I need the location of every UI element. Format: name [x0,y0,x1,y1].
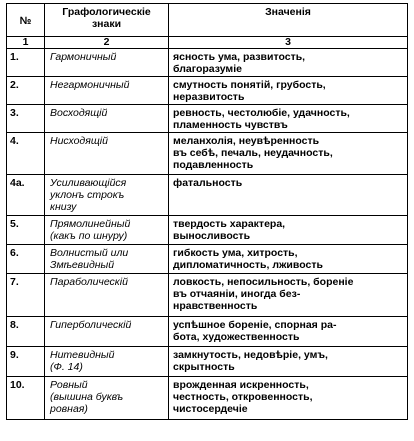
header-sign-line: Графологическіе [62,6,151,18]
row-number: 8. [7,317,45,347]
meaning-line: ясность ума, развитость, [173,51,306,63]
meaning-cell [169,347,408,377]
meaning-cell [169,77,408,105]
header-row [7,4,408,37]
sign-line: Ровный [50,379,88,391]
meaning-line: фатальность [173,177,243,189]
meaning-line: ревность, честолюбіе, удачность, [173,107,350,119]
table-row [7,317,408,347]
meaning-line: врожденная искренность, [173,379,309,391]
table-row [7,245,408,274]
row-number: 7. [7,274,45,317]
meaning-line: благоразуміе [173,63,242,75]
sign-cell [45,133,169,175]
index-cell: 3 [169,37,408,49]
sign-line: Восходящій [50,107,108,119]
row-number: 2. [7,77,45,105]
meaning-line: замкнутость, недовѣріе, умъ, [173,349,328,361]
meaning-line: смутность понятій, грубость, [173,79,326,91]
sign-line: Параболическій [50,276,128,288]
graphology-table [6,3,408,420]
table-row [7,175,408,216]
meaning-cell [169,245,408,274]
row-number: 6. [7,245,45,274]
meaning-cell [169,105,408,133]
meaning-cell [169,317,408,347]
row-number: 3. [7,105,45,133]
row-number: 4а. [7,175,45,216]
meaning-line: бота, художественность [173,331,300,343]
index-row [7,37,408,49]
sign-line: Усиливающійся [50,177,127,189]
sign-line: (Ф. 14) [50,361,83,373]
sign-cell [45,175,169,216]
table-body [7,49,408,420]
sign-cell [45,216,169,245]
sign-line: Нисходящій [50,135,108,147]
meaning-line: подавленность [173,159,254,171]
row-number: 4. [7,133,45,175]
meaning-line: пламенность чувствъ [173,119,288,131]
meaning-line: твердость характера, [173,218,286,230]
meaning-cell [169,274,408,317]
sign-line: Змѣевидный [50,259,115,271]
sign-line: Прямолинейный [50,218,131,230]
row-number: 1. [7,49,45,77]
meaning-cell [169,216,408,245]
meaning-line: скрытность [173,361,235,373]
table-row [7,49,408,77]
table-row [7,77,408,105]
sign-line: ровная) [50,403,88,415]
sign-line: (какъ по шнуру) [50,230,128,242]
sign-line: Негармоничный [50,79,130,91]
header-number: № [7,4,45,37]
meaning-line: выносливость [173,230,251,242]
meaning-cell [169,133,408,175]
sign-cell [45,245,169,274]
sign-cell [45,274,169,317]
meaning-line: успѣшное бореніе, спорная ра- [173,319,337,331]
sign-cell [45,377,169,420]
header-meaning: Значенія [169,4,408,37]
meaning-line: гибкость ума, хитрость, [173,247,298,259]
sign-cell [45,77,169,105]
row-number: 10. [7,377,45,420]
meaning-line: въ себѣ, печаль, неудачность, [173,147,333,159]
meaning-line: честность, откровенность, [173,391,313,403]
meaning-line: меланхолія, неувѣренность [173,135,320,147]
meaning-cell [169,377,408,420]
sign-cell [45,105,169,133]
row-number: 9. [7,347,45,377]
meaning-cell [169,175,408,216]
sign-line: (вышина буквъ [50,391,124,403]
table-row [7,274,408,317]
meaning-line: неразвитость [173,91,245,103]
meaning-line: въ отчаяніи, иногда без- [173,288,301,300]
sign-cell [45,49,169,77]
sign-line: уклонъ строкъ [50,189,125,201]
sign-line: Волнистый или [50,247,129,259]
row-number: 5. [7,216,45,245]
header-sign-line: знаки [91,18,122,30]
index-cell: 2 [45,37,169,49]
sign-line: Гармоничный [50,51,117,63]
sign-line: Гиперболическій [50,319,132,331]
meaning-line: нравственность [173,300,258,312]
meaning-line: чистосердечіе [173,403,248,415]
table-row [7,133,408,175]
table-row [7,377,408,420]
index-cell: 1 [7,37,45,49]
table-row [7,216,408,245]
sign-line: книзу [50,201,77,213]
table-row [7,347,408,377]
sign-cell [45,347,169,377]
meaning-line: дипломатичность, лживость [173,259,323,271]
table-row [7,105,408,133]
meaning-cell [169,49,408,77]
sign-line: Нитевидный [50,349,115,361]
sign-cell [45,317,169,347]
header-sign [45,4,169,37]
meaning-line: ловкость, непосильность, бореніе [173,276,354,288]
